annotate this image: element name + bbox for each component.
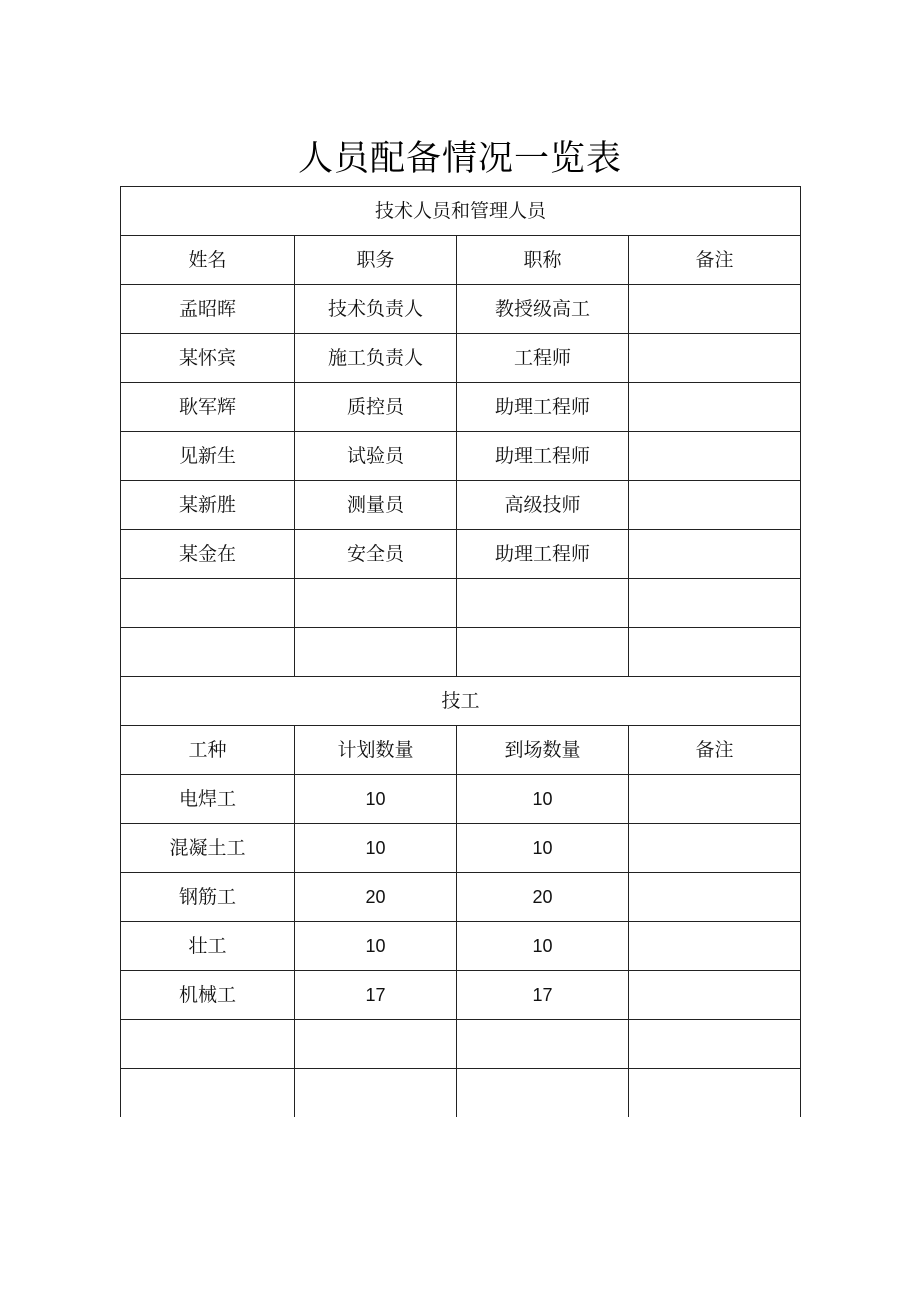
remark-cell bbox=[629, 530, 801, 579]
planned-count-cell: 10 bbox=[295, 824, 457, 873]
remark-cell bbox=[629, 334, 801, 383]
trade-cell: 电焊工 bbox=[121, 775, 295, 824]
remark-cell bbox=[629, 383, 801, 432]
remark-cell bbox=[629, 628, 801, 677]
remark-cell bbox=[629, 481, 801, 530]
name-cell: 某怀宾 bbox=[121, 334, 295, 383]
position-cell: 安全员 bbox=[295, 530, 457, 579]
name-cell: 某新胜 bbox=[121, 481, 295, 530]
workers-section-row bbox=[121, 677, 801, 726]
position-cell: 施工负责人 bbox=[295, 334, 457, 383]
position-cell bbox=[295, 628, 457, 677]
arrived-count-cell: 10 bbox=[457, 775, 629, 824]
name-cell bbox=[121, 628, 295, 677]
arrived-count-cell bbox=[457, 1020, 629, 1069]
title-cell: 教授级高工 bbox=[457, 285, 629, 334]
table-row-empty bbox=[121, 628, 801, 677]
planned-count-cell: 17 bbox=[295, 971, 457, 1020]
position-cell: 试验员 bbox=[295, 432, 457, 481]
trade-cell: 壮工 bbox=[121, 922, 295, 971]
planned-count-cell: 20 bbox=[295, 873, 457, 922]
planned-count-cell bbox=[295, 1069, 457, 1118]
column-header: 备注 bbox=[629, 726, 801, 775]
position-cell: 质控员 bbox=[295, 383, 457, 432]
name-cell: 耿军辉 bbox=[121, 383, 295, 432]
title-cell: 高级技师 bbox=[457, 481, 629, 530]
management-section-row bbox=[121, 187, 801, 236]
staffing-table bbox=[120, 186, 801, 1117]
trade-cell bbox=[121, 1069, 295, 1118]
name-cell: 见新生 bbox=[121, 432, 295, 481]
trade-cell: 钢筋工 bbox=[121, 873, 295, 922]
column-header: 职称 bbox=[457, 236, 629, 285]
remark-cell bbox=[629, 922, 801, 971]
arrived-count-cell: 17 bbox=[457, 971, 629, 1020]
management-section-label: 技术人员和管理人员 bbox=[121, 187, 801, 236]
title-cell: 助理工程师 bbox=[457, 432, 629, 481]
remark-cell bbox=[629, 873, 801, 922]
table-row bbox=[121, 285, 801, 334]
table-row bbox=[121, 530, 801, 579]
column-header: 备注 bbox=[629, 236, 801, 285]
remark-cell bbox=[629, 1020, 801, 1069]
column-header: 姓名 bbox=[121, 236, 295, 285]
table-row bbox=[121, 383, 801, 432]
title-cell: 工程师 bbox=[457, 334, 629, 383]
remark-cell bbox=[629, 432, 801, 481]
title-cell: 助理工程师 bbox=[457, 383, 629, 432]
table-row bbox=[121, 481, 801, 530]
arrived-count-cell: 20 bbox=[457, 873, 629, 922]
name-cell: 孟昭晖 bbox=[121, 285, 295, 334]
table-row bbox=[121, 971, 801, 1020]
title-cell bbox=[457, 579, 629, 628]
column-header: 计划数量 bbox=[295, 726, 457, 775]
position-cell bbox=[295, 579, 457, 628]
table-row-empty bbox=[121, 1069, 801, 1118]
arrived-count-cell bbox=[457, 1069, 629, 1118]
trade-cell bbox=[121, 1020, 295, 1069]
table-row bbox=[121, 334, 801, 383]
remark-cell bbox=[629, 775, 801, 824]
name-cell: 某金在 bbox=[121, 530, 295, 579]
position-cell: 技术负责人 bbox=[295, 285, 457, 334]
management-header-row bbox=[121, 236, 801, 285]
table-row-empty bbox=[121, 1020, 801, 1069]
page-title: 人员配备情况一览表 bbox=[297, 139, 622, 179]
planned-count-cell: 10 bbox=[295, 775, 457, 824]
table-row bbox=[121, 432, 801, 481]
title-cell: 助理工程师 bbox=[457, 530, 629, 579]
column-header: 工种 bbox=[121, 726, 295, 775]
arrived-count-cell: 10 bbox=[457, 824, 629, 873]
table-row bbox=[121, 775, 801, 824]
workers-header-row bbox=[121, 726, 801, 775]
table-row-empty bbox=[121, 579, 801, 628]
planned-count-cell bbox=[295, 1020, 457, 1069]
table-row bbox=[121, 824, 801, 873]
remark-cell bbox=[629, 285, 801, 334]
planned-count-cell: 10 bbox=[295, 922, 457, 971]
column-header: 到场数量 bbox=[457, 726, 629, 775]
title-cell bbox=[457, 628, 629, 677]
remark-cell bbox=[629, 579, 801, 628]
remark-cell bbox=[629, 1069, 801, 1118]
arrived-count-cell: 10 bbox=[457, 922, 629, 971]
workers-section-label: 技工 bbox=[121, 677, 801, 726]
table-row bbox=[121, 873, 801, 922]
trade-cell: 混凝土工 bbox=[121, 824, 295, 873]
trade-cell: 机械工 bbox=[121, 971, 295, 1020]
column-header: 职务 bbox=[295, 236, 457, 285]
table-row bbox=[121, 922, 801, 971]
remark-cell bbox=[629, 971, 801, 1020]
position-cell: 测量员 bbox=[295, 481, 457, 530]
name-cell bbox=[121, 579, 295, 628]
remark-cell bbox=[629, 824, 801, 873]
